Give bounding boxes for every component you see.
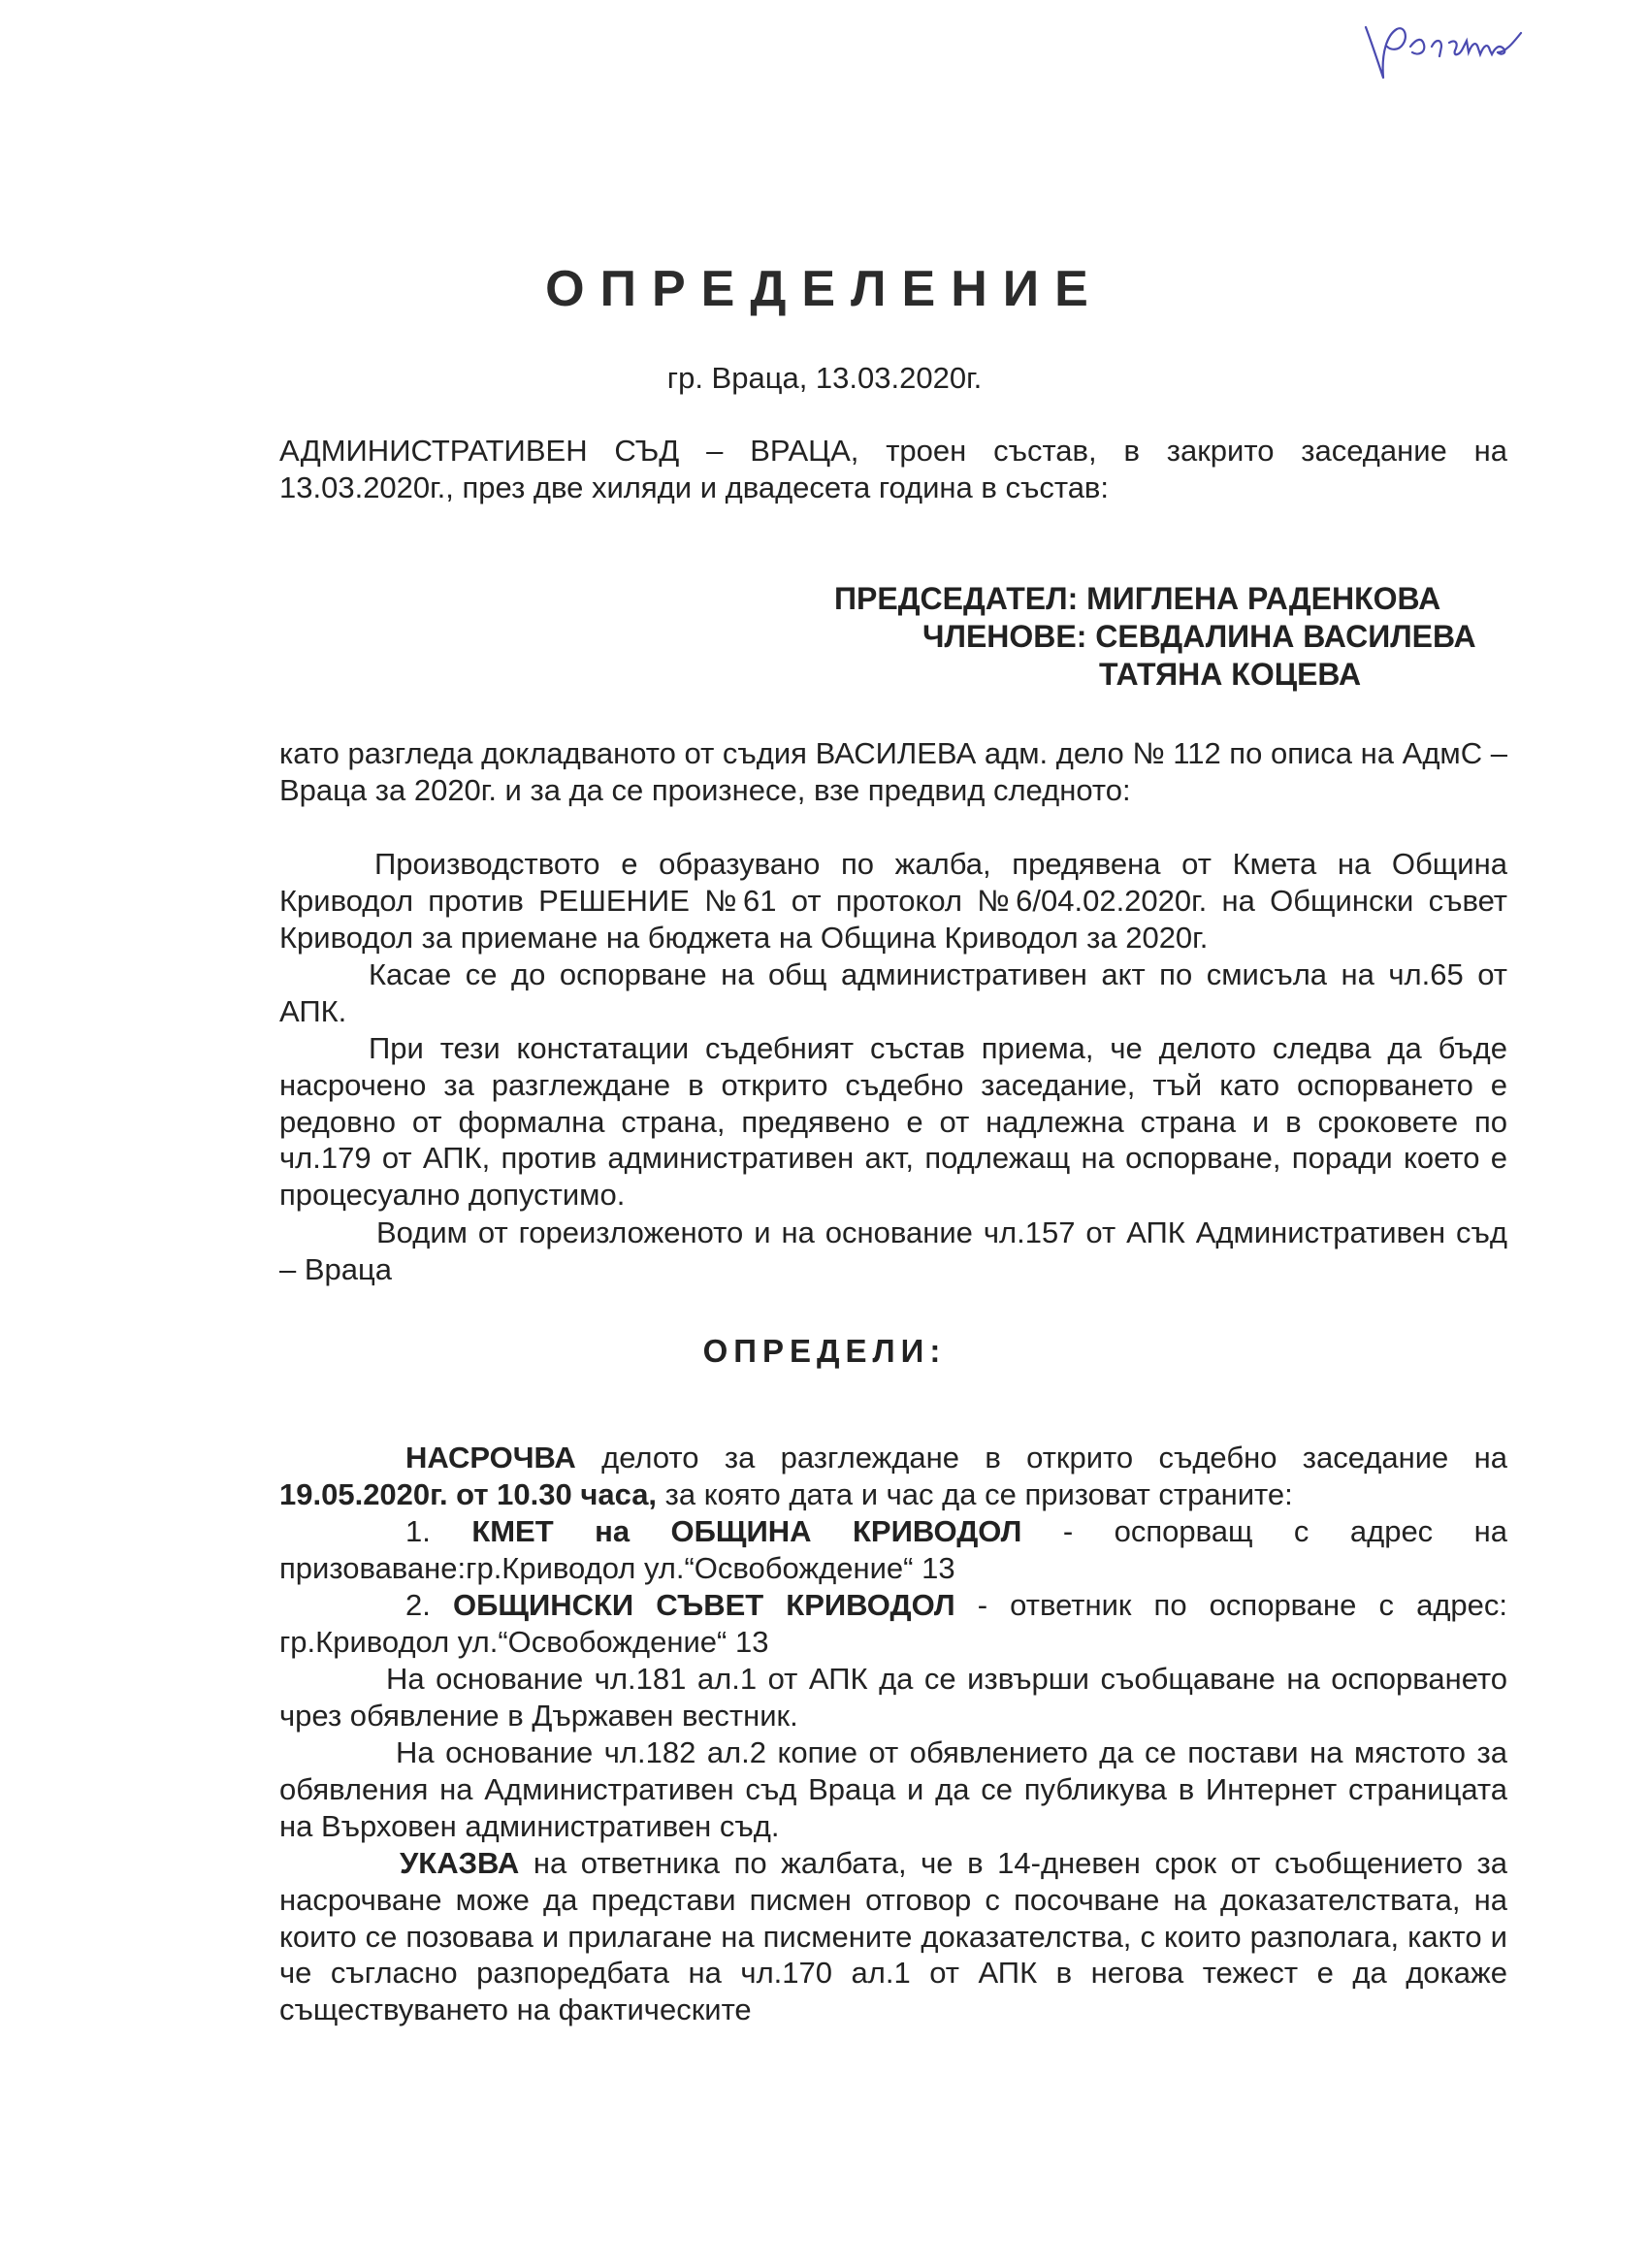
body-paragraph-2: Касае се до оспорване на общ административен акт по смисъла на чл.65 от АПК. [279, 957, 1507, 1028]
chair-row [834, 580, 1513, 618]
body-paragraph-1: Производството е образувано по жалба, предявена от Кмета на Община Криводол против РЕШЕНИЕ №61 от протокол №6/04.02.2020г. на Общински съвет Криводол за приемане на бюджета на Община Криводол за 2020г. [279, 847, 1507, 955]
handwritten-note-icon [1358, 14, 1533, 91]
body-paragraph-3: При тези констатации съдебният състав приема, че делото следва да бъде насрочено за разглеждане в открито съдебно заседание, тъй като оспорването е редовно от формална страна, предявено е от надлежна страна и в сроковете по чл.179 от АПК, против административен акт, подлежащ на оспорване, поради което е процесуално допустимо. [279, 1031, 1507, 1213]
hearing-date: 19.05.2020г. от 10.30 часа, [279, 1476, 658, 1511]
body-paragraph-4: Водим от гореизложеното и на основание чл.157 от АПК Административен съд – Враца [279, 1215, 1507, 1286]
court-panel [834, 580, 1513, 694]
instruct-verb: УКАЗВА [400, 1846, 520, 1880]
member-2-row [834, 656, 1513, 694]
party-2-name: ОБЩИНСКИ СЪВЕТ КРИВОДОЛ [452, 1588, 955, 1622]
intro-paragraph: АДМИНИСТРАТИВЕН СЪД – ВРАЦА, троен състав, в закрито заседание на 13.03.2020г., през две хиляди и двадесета година в състав: [279, 434, 1507, 504]
ruling-heading: ОПРЕДЕЛИ: [702, 1333, 947, 1369]
party-1: 1. КМЕТ на ОБЩИНА КРИВОДОЛ - оспорващ с адрес на призоваване:гр.Криводол ул.“Освобождение“ 13 [279, 1514, 1507, 1585]
members-row [834, 618, 1513, 656]
chair-name: МИГЛЕНА РАДЕНКОВА [1086, 581, 1441, 616]
place-date: гр. Враца, 13.03.2020г. [666, 361, 983, 395]
party-2: 2. ОБЩИНСКИ СЪВЕТ КРИВОДОЛ - ответник по оспорване с адрес: гр.Криводол ул.“Освобождение“ 13 [279, 1588, 1507, 1659]
party-1-name: КМЕТ на ОБЩИНА КРИВОДОЛ [471, 1514, 1022, 1548]
notice-paragraph-2: На основание чл.182 ал.2 копие от обявлението да се постави на мястото за обявления на Административен съд Враца и да се публикува в Интернет страницата на Върховен административен съд. [279, 1735, 1507, 1843]
schedule-verb: НАСРОЧВА [405, 1441, 576, 1474]
member-1-name: СЕВДАЛИНА ВАСИЛЕВА [1095, 619, 1476, 654]
member-2-name: ТАТЯНА КОЦЕВА [1099, 657, 1362, 692]
members-label: ЧЛЕНОВЕ: [922, 619, 1087, 654]
chair-label: ПРЕДСЕДАТЕЛ: [834, 581, 1079, 616]
document-title: ОПРЕДЕЛЕНИЕ [545, 261, 1104, 317]
schedule-paragraph: НАСРОЧВА делото за разглеждане в открито съдебно заседание на 19.05.2020г. от 10.30 часа, за която дата и час да се призоват страните: [279, 1441, 1507, 1511]
notice-paragraph-1: На основание чл.181 ал.1 от АПК да се извърши съобщаване на оспорването чрез обявление в Държавен вестник. [279, 1662, 1507, 1733]
case-intro-paragraph: като разгледа докладваното от съдия ВАСИЛЕВА адм. дело № 112 по описа на АдмС – Враца за 2020г. и за да се произнесе, взе предвид следното: [279, 736, 1507, 807]
instruct-paragraph: УКАЗВА на ответника по жалбата, че в 14-дневен срок от съобщението за насрочване може да представи писмен отговор с посочване на доказателствата, на които се позовава и прилагане на писмените доказателства, с които разполага, както и че съгласно разпоредбата на чл.170 ал.1 от АПК в негова тежест е да докаже съществуването на фактическите [279, 1846, 1507, 2027]
